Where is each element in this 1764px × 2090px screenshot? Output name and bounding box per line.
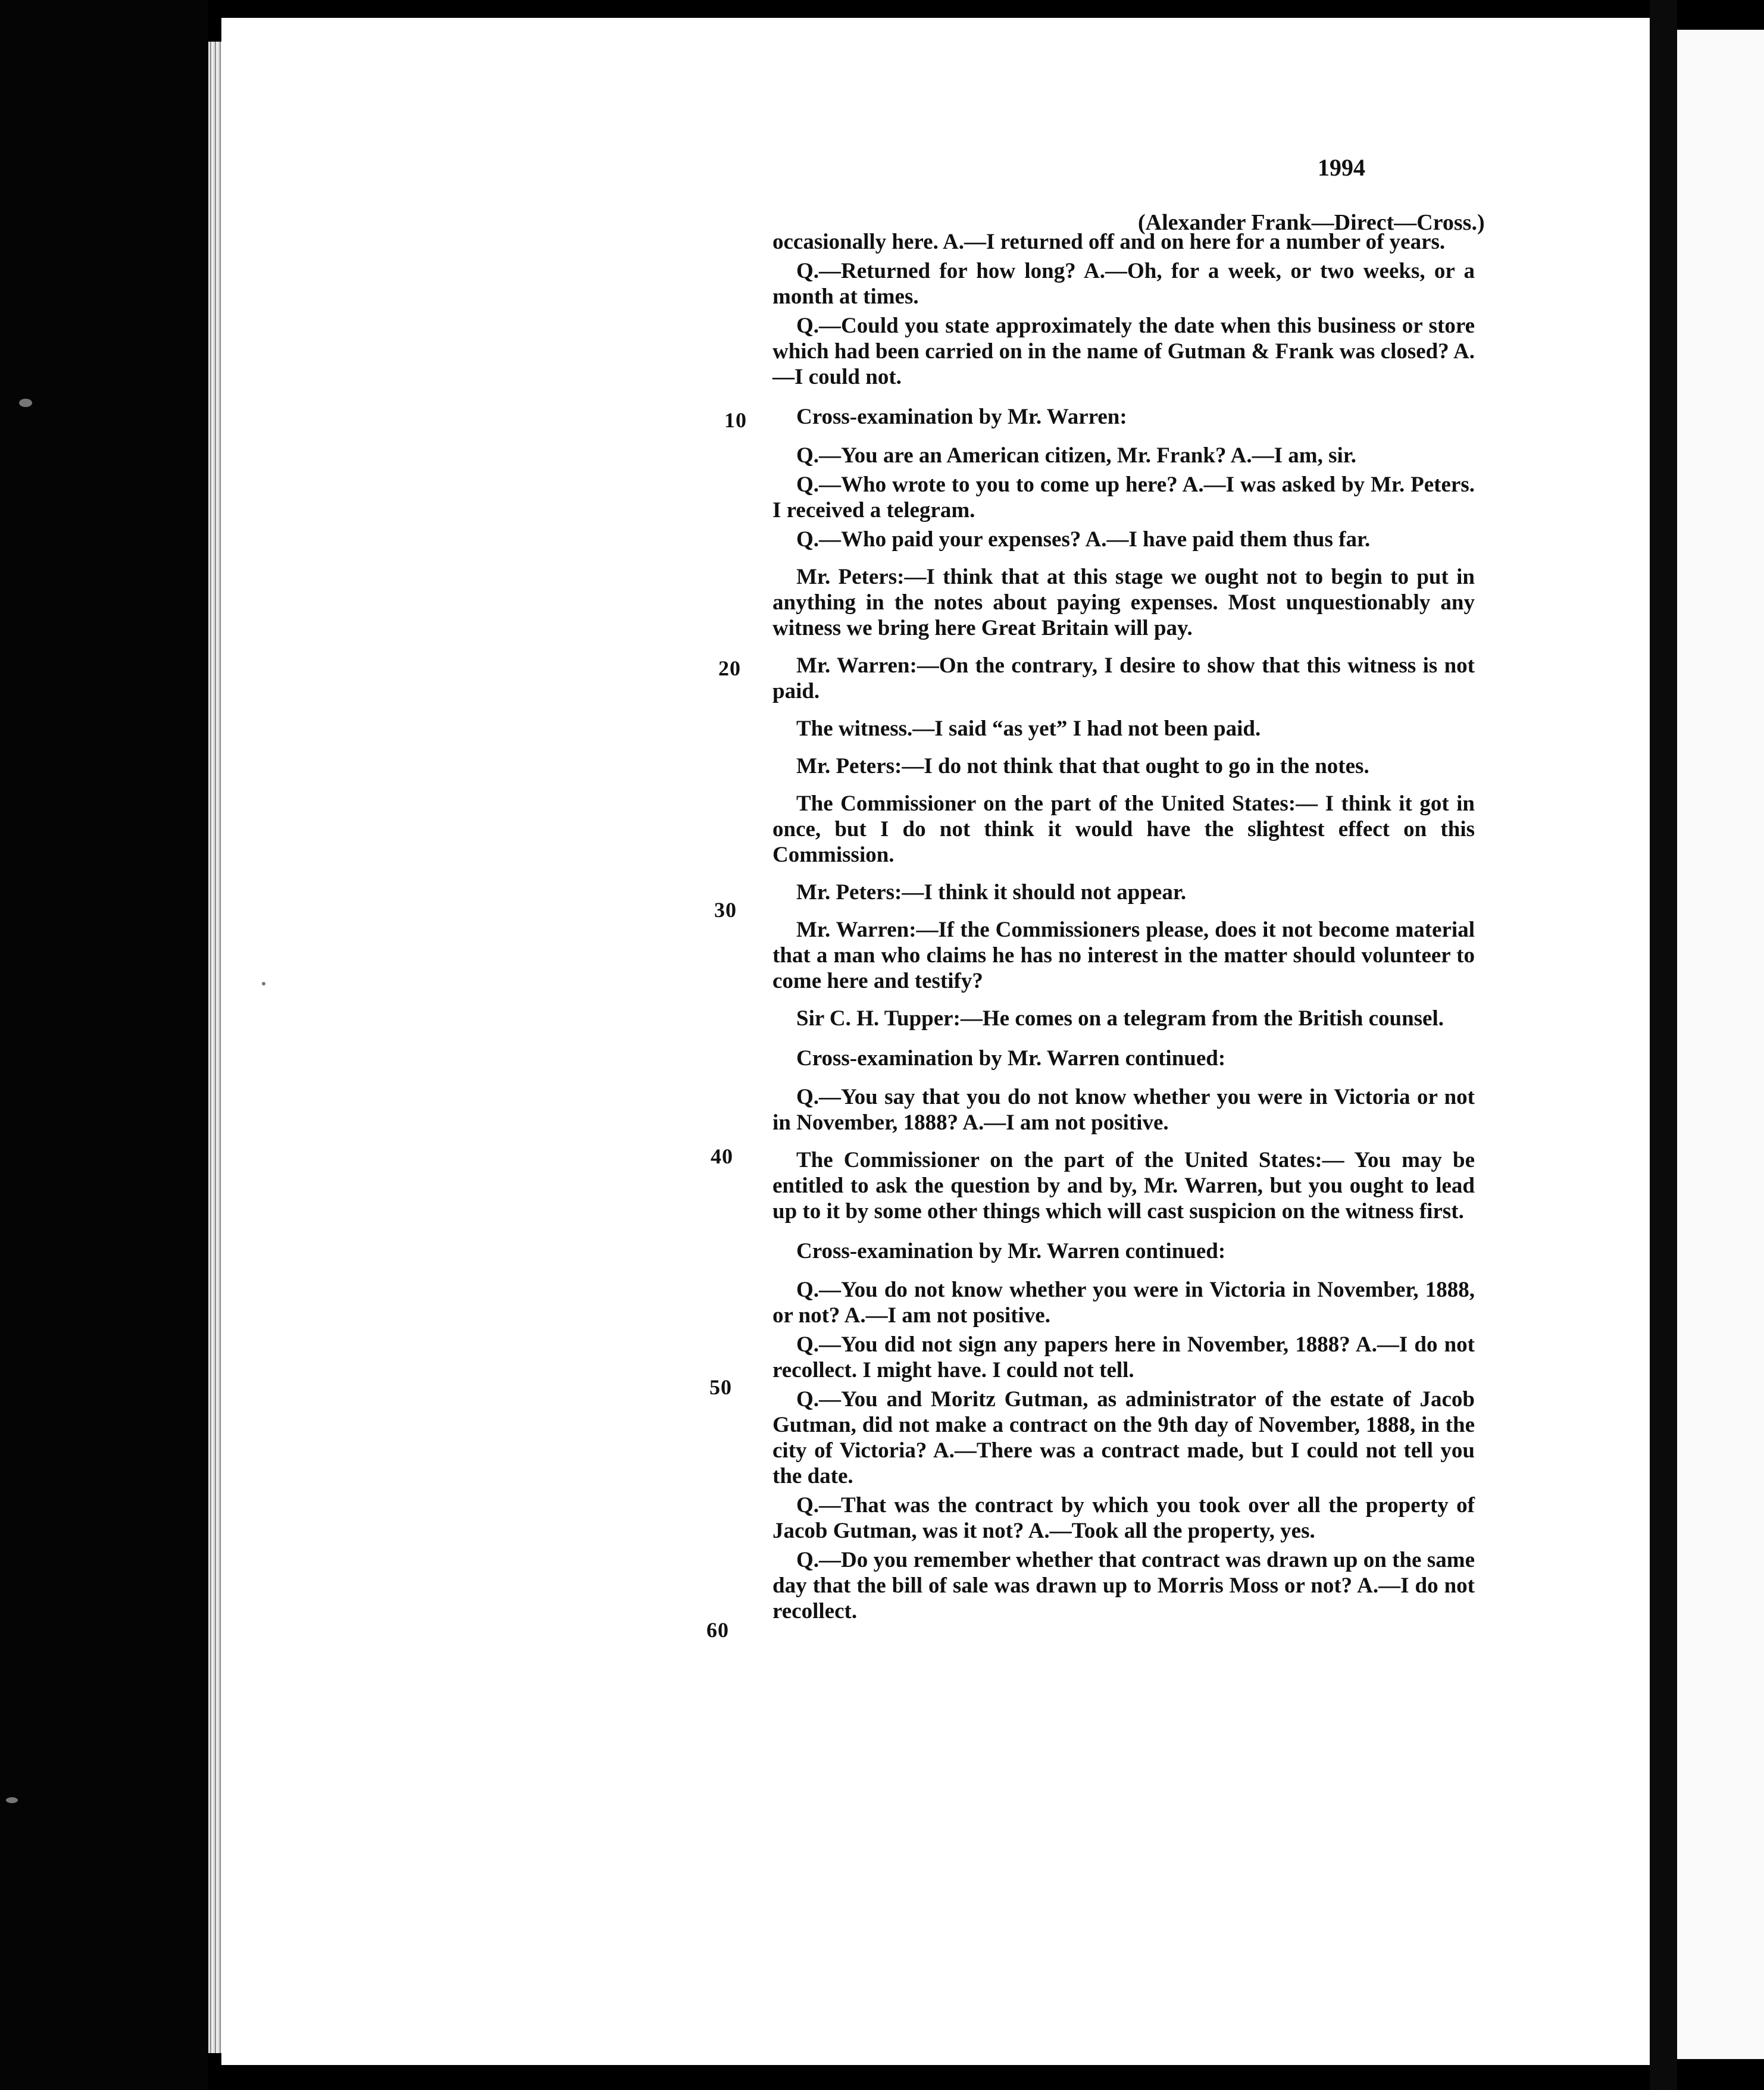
scan-left-border: [0, 0, 208, 2090]
margin-line-number: 40: [711, 1144, 733, 1168]
section-heading: Cross-examination by Mr. Warren:: [796, 405, 1127, 429]
book-spine-shadow: [1650, 0, 1677, 2090]
paragraph: Mr. Peters:—I do not think that that ought to go in the notes.: [796, 754, 1369, 778]
paragraph: Q.—Who wrote to you to come up here? A.—I was asked by Mr. Peters. I received a telegram.: [772, 473, 1475, 522]
paragraph: The witness.—I said “as yet” I had not been paid.: [796, 717, 1261, 741]
paragraph: Q.—You are an American citizen, Mr. Frank? A.—I am, sir.: [796, 443, 1357, 468]
page-number: 1994: [1318, 154, 1365, 181]
facing-page-edge: [1677, 30, 1764, 2059]
page-body: [772, 229, 1475, 1628]
margin-line-number: 50: [709, 1375, 732, 1399]
paragraph: Q.—Do you remember whether that contract was drawn up on the same day that the bill of sale was drawn up to Morris Moss or not? A.—I do not recollect.: [772, 1548, 1475, 1623]
page-stack-edges: [208, 42, 223, 2053]
margin-line-number: 30: [714, 898, 737, 922]
paragraph: Q.—You did not sign any papers here in November, 1888? A.—I do not recollect. I might have. I could not tell.: [772, 1332, 1475, 1382]
section-heading: Cross-examination by Mr. Warren continued:: [796, 1046, 1226, 1071]
section-heading: Cross-examination by Mr. Warren continued:: [796, 1239, 1226, 1263]
margin-line-number: 60: [706, 1618, 729, 1642]
paragraph: occasionally here. A.—I returned off and on here for a number of years.: [772, 230, 1446, 254]
margin-line-number: 20: [718, 656, 741, 680]
margin-line-number: 10: [724, 408, 747, 432]
paragraph: Q.—Who paid your expenses? A.—I have paid them thus far.: [796, 527, 1371, 552]
scan-speck: [262, 982, 265, 985]
paragraph: Mr. Warren:—If the Commissioners please, does it not become material that a man who claims he has no interest in the matter should volunteer to come here and testify?: [772, 918, 1475, 993]
paragraph: Mr. Peters:—I think that at this stage we ought not to begin to put in anything in the notes about paying expenses. Most unquestionably any witness we bring here Great Britain will pay.: [772, 565, 1475, 640]
paragraph: Q.—That was the contract by which you took over all the property of Jacob Gutman, was it not? A.—Took all the property, yes.: [772, 1493, 1475, 1543]
paragraph: The Commissioner on the part of the United States:— You may be entitled to ask the question by and by, Mr. Warren, but you ought to lead up to it by some other things which will cast suspicion on the witness first.: [772, 1148, 1475, 1224]
paragraph: Sir C. H. Tupper:—He comes on a telegram from the British counsel.: [796, 1006, 1444, 1031]
paragraph: Q.—Could you state approximately the date when this business or store which had been carried on in the name of Gutman & Frank was closed? A.—I could not.: [772, 314, 1475, 389]
paragraph: Q.—You and Moritz Gutman, as administrator of the estate of Jacob Gutman, did not make a contract on the 9th day of November, 1888, in the city of Victoria? A.—There was a contract made, but I could not tell you the date.: [772, 1387, 1475, 1488]
scan-speck: [19, 399, 32, 407]
paragraph: Q.—Returned for how long? A.—Oh, for a week, or two weeks, or a month at times.: [772, 259, 1475, 309]
paragraph: Q.—You say that you do not know whether you were in Victoria or not in November, 1888? A.—I am not positive.: [772, 1085, 1475, 1135]
paragraph: Q.—You do not know whether you were in Victoria in November, 1888, or not? A.—I am not positive.: [772, 1278, 1475, 1328]
paragraph: Mr. Peters:—I think it should not appear.: [796, 880, 1187, 905]
paragraph: Mr. Warren:—On the contrary, I desire to show that this witness is not paid.: [772, 653, 1475, 703]
scan-speck: [6, 1797, 18, 1803]
running-head: (Alexander Frank—Direct—Cross.): [1138, 210, 1485, 235]
paragraph: The Commissioner on the part of the United States:— I think it got in once, but I do not think it would have the slightest effect on this Commission.: [772, 791, 1475, 867]
document-page: [221, 18, 1650, 2065]
